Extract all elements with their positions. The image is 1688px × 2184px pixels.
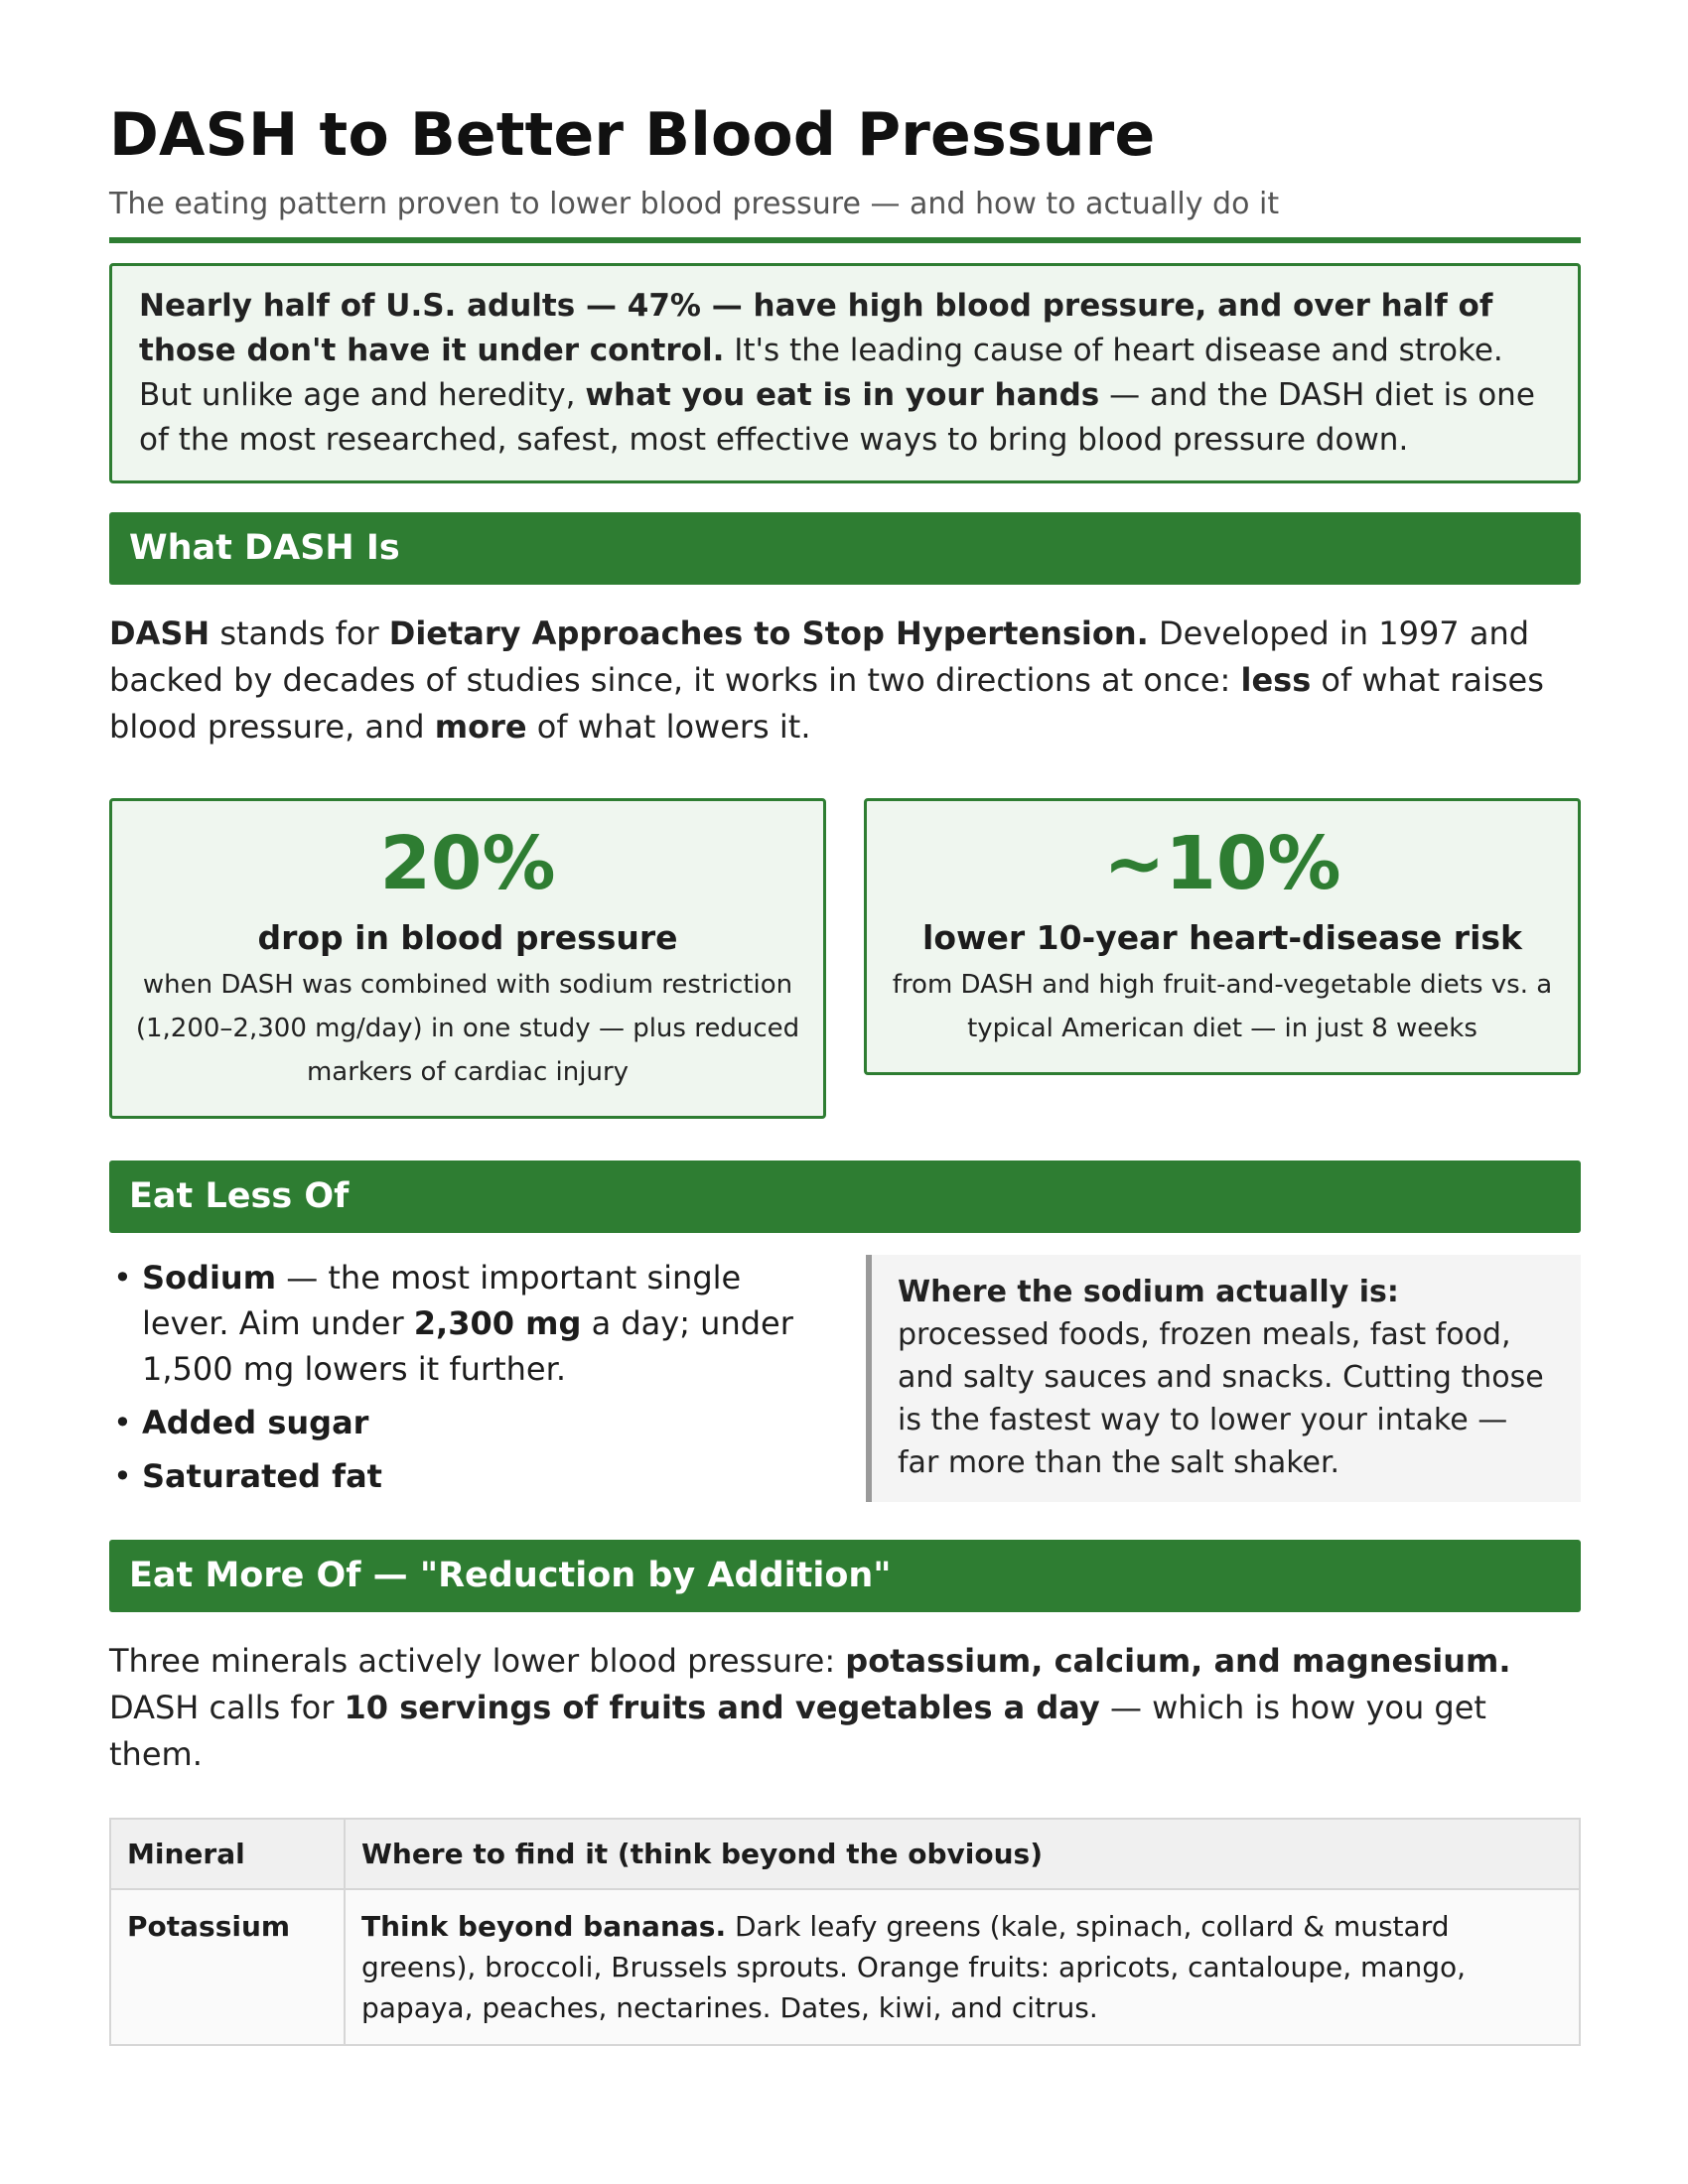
table-header-mineral: Mineral: [110, 1819, 345, 1889]
intro-bold-lead: Nearly half of U.S. adults — 47% — have high blood pressure, and over half of those don't have it under control.: [139, 288, 1493, 368]
sodium-callout: [866, 1255, 1581, 1502]
stat-card: [864, 798, 1581, 1075]
list-item-title: Saturated fat: [142, 1457, 382, 1495]
what-dash-more: more: [434, 708, 527, 746]
list-item-title: Added sugar: [142, 1404, 369, 1441]
eat-more-text: Three minerals actively lower blood pressure:: [109, 1642, 846, 1680]
what-dash-text: stands for: [210, 614, 389, 652]
page-title: DASH to Better Blood Pressure: [109, 100, 1156, 170]
eat-more-text: DASH calls for: [109, 1689, 345, 1726]
what-dash-text: of what raises blood pressure, and: [109, 661, 1544, 746]
stat-number: ~10%: [1103, 821, 1341, 906]
section-heading-eat-less: Eat Less Of: [109, 1160, 1581, 1233]
stat-card: [109, 798, 826, 1119]
eat-less-list: [109, 1255, 824, 1507]
eat-more-paragraph: [109, 1638, 1581, 1778]
what-dash-less: less: [1240, 661, 1312, 699]
table-row: [110, 1889, 1580, 2045]
eat-less-content: [109, 1255, 1581, 1507]
table-cell-mineral: Potassium: [110, 1889, 345, 2045]
bullet-icon: •: [113, 1457, 132, 1495]
table-cell-text: Dark leafy greens (kale, spinach, collard & mustard greens), broccoli, Brussels sprouts. Orange fruits: apricots, cantaloupe, mango, papaya, peaches, nectarines. Dates, kiwi, and citrus.: [361, 1910, 1467, 2024]
page-subtitle: The eating pattern proven to lower blood pressure — and how to actually do it: [109, 187, 1280, 221]
table-cell-sources: [345, 1889, 1580, 2045]
bullet-icon: •: [113, 1259, 132, 1297]
table-header-row: [110, 1819, 1580, 1889]
stat-description: from DASH and high fruit-and-vegetable diets vs. a typical American diet — in just 8 weeks: [892, 970, 1553, 1043]
list-item-title: Sodium: [142, 1259, 277, 1297]
list-item: [109, 1453, 824, 1499]
list-item: [109, 1255, 824, 1392]
intro-text-end: — and the DASH diet is one of the most researched, safest, most effective ways to bring blood pressure down.: [139, 377, 1535, 458]
eat-more-text: — which is how you get them.: [109, 1689, 1486, 1773]
what-dash-text: Developed in 1997 and backed by decades of studies since, it works in two directions at once:: [109, 614, 1530, 699]
intro-bold-emphasis: what you eat is in your hands: [585, 377, 1100, 413]
stat-label: drop in blood pressure: [257, 918, 678, 957]
what-dash-text: of what lowers it.: [526, 708, 811, 746]
list-item: [109, 1400, 824, 1445]
what-dash-term: DASH: [109, 614, 211, 652]
eat-more-minerals: potassium, calcium, and magnesium.: [845, 1642, 1511, 1680]
what-dash-paragraph: [109, 611, 1581, 751]
intro-text: It's the leading cause of heart disease and stroke. But unlike age and heredity,: [139, 333, 1503, 413]
what-dash-expansion: Dietary Approaches to Stop Hypertension.: [388, 614, 1149, 652]
page: [109, 99, 1581, 2046]
intro-box: [109, 263, 1581, 483]
bullet-icon: •: [113, 1404, 132, 1441]
list-item-emphasis: 2,300 mg: [413, 1304, 582, 1342]
table-cell-lead: Think beyond bananas.: [361, 1910, 727, 1943]
stats-row: [109, 798, 1581, 1119]
stat-description: when DASH was combined with sodium restriction (1,200–2,300 mg/day) in one study — plus reduced markers of cardiac injury: [135, 970, 800, 1087]
table-header-sources: Where to find it (think beyond the obvious): [345, 1819, 1580, 1889]
callout-title: Where the sodium actually is:: [898, 1275, 1399, 1309]
section-heading-eat-more: Eat More Of — "Reduction by Addition": [109, 1540, 1581, 1612]
title-divider: [109, 237, 1581, 243]
list-item-text: — the most important single lever. Aim under: [142, 1259, 742, 1342]
section-heading-what-dash: What DASH Is: [109, 512, 1581, 585]
eat-more-servings: 10 servings of fruits and vegetables a day: [344, 1689, 1100, 1726]
stat-number: 20%: [379, 821, 556, 906]
callout-text: processed foods, frozen meals, fast food, and salty sauces and snacks. Cutting those is the fastest way to lower your intake — far more than the salt shaker.: [898, 1317, 1544, 1480]
stat-label: lower 10-year heart-disease risk: [922, 918, 1522, 957]
minerals-table: [109, 1818, 1581, 2046]
list-item-text: a day; under 1,500 mg lowers it further.: [142, 1304, 793, 1388]
